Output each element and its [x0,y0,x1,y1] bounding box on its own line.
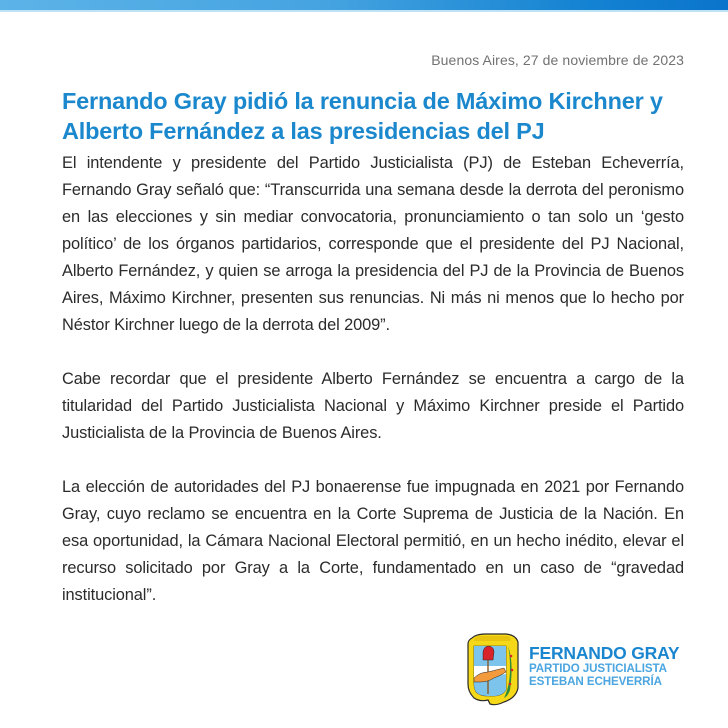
dateline: Buenos Aires, 27 de noviembre de 2023 [431,52,684,68]
party-logo [466,630,696,710]
logo-locality-line: ESTEBAN ECHEVERRÍA [529,675,662,688]
pj-crest-icon [466,632,520,708]
paragraph-3: La elección de autoridades del PJ bonaerense fue impugnada en 2021 por Fernando Gray, cuyo reclamo se encuentra en la Corte Suprema de Justicia de la Nación. En esa oportunidad, la Cámara Nacional Electoral permitió, en un hecho inédito, elevar el recurso solicitado por Gray a la Corte, fundamentado en un caso de “gravedad institucional”. [62,478,684,604]
header-gradient-bar [0,0,728,10]
paragraph-2: Cabe recordar que el presidente Alberto Fernández se encuentra a cargo de la titularidad del Partido Justicialista Nacional y Máximo Kirchner preside el Partido Justicialista de la Provincia de Buenos Aires. [62,370,684,442]
logo-party-line: PARTIDO JUSTICIALISTA [529,662,667,675]
article-body [62,150,684,636]
logo-text [529,644,679,688]
logo-name: FERNANDO GRAY [529,643,680,663]
headline: Fernando Gray pidió la renuncia de Máximo Kirchner y Alberto Fernández a las presidencias del PJ [62,88,663,144]
paragraph-1: El intendente y presidente del Partido Justicialista (PJ) de Esteban Echeverría, Fernando Gray señaló que: “Transcurrida una semana desde la derrota del peronismo en las elecciones y sin mediar convocatoria, pronunciamiento o tan solo un ‘gesto político’ de los órganos partidarios, corresponde que el presidente del PJ Nacional, Alberto Fernández, y quien se arroga la presidencia del PJ de la Provincia de Buenos Aires, Máximo Kirchner, presenten sus renuncias. Ni más ni menos que lo hecho por Néstor Kirchner luego de la derrota del 2009”. [62,154,684,334]
header-bar-underline [0,10,728,12]
